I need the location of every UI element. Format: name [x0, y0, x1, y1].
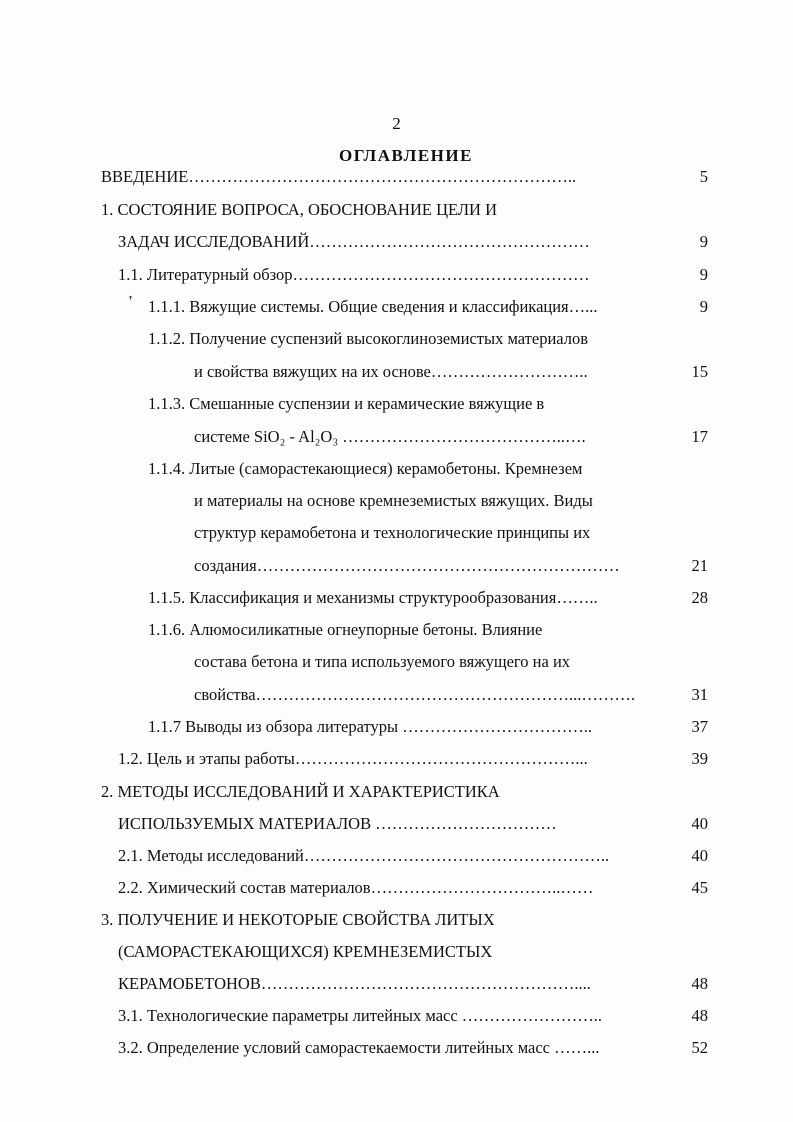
toc-entry-page: 9: [699, 297, 708, 316]
toc-entry-page: 48: [691, 1006, 708, 1025]
toc-entry-text: свойства…………………………………………………...……….: [194, 685, 636, 704]
toc-entry-1-1-6[interactable]: [148, 617, 714, 643]
toc-entry-text: 1.1.5. Классификация и механизмы структурообразования……..: [148, 588, 598, 607]
toc-entry-1-1-4-cont-2[interactable]: [194, 520, 714, 546]
toc-entry-1-1-7[interactable]: [148, 714, 714, 740]
toc-entry-text: 1.1.6. Алюмосиликатные огнеупорные бетоны. Влияние: [148, 620, 543, 639]
toc-entry-1-2[interactable]: [118, 746, 714, 772]
toc-entry-text: ИСПОЛЬЗУЕМЫХ МАТЕРИАЛОВ ……………………………: [118, 814, 557, 833]
toc-entry-text: системе SiO₂ - Al₂O₃ …………………………………..….: [194, 427, 586, 446]
toc-entry-text: состава бетона и типа используемого вяжущего на их: [194, 652, 571, 671]
toc-entry-3-2[interactable]: [118, 1035, 714, 1061]
toc-entry-introduction[interactable]: [101, 164, 714, 190]
toc-entry-text: структур керамобетона и технологические принципы их: [194, 523, 591, 542]
toc-entry-page: 31: [691, 685, 708, 704]
toc-entry-chapter-1[interactable]: [101, 197, 714, 223]
toc-entry-1-1-5[interactable]: [148, 585, 714, 611]
toc-entry-1-1-2-cont[interactable]: [194, 359, 714, 385]
toc-entry-text: 2.1. Методы исследований………………………………………………..: [118, 846, 610, 865]
toc-entry-page: 9: [699, 265, 708, 284]
toc-entry-text: и свойства вяжущих на их основе………………………..: [194, 362, 588, 381]
toc-entry-text: 3. ПОЛУЧЕНИЕ И НЕКОТОРЫЕ СВОЙСТВА ЛИТЫХ: [101, 910, 495, 929]
toc-entry-1-1-3-cont[interactable]: [194, 424, 714, 450]
toc-entry-1-1-4-cont-1[interactable]: [194, 488, 714, 514]
toc-entry-page: 9: [699, 232, 708, 251]
toc-entry-text: 3.1. Технологические параметры литейных масс ……………………..: [118, 1006, 603, 1025]
toc-entry-2-2[interactable]: [118, 875, 714, 901]
toc-entry-page: 15: [691, 362, 708, 381]
toc-entry-text: 1.1.7 Выводы из обзора литературы ……………………………..: [148, 717, 592, 736]
toc-entry-1-1-6-cont-2[interactable]: [194, 682, 714, 708]
toc-entry-page: 48: [691, 974, 708, 993]
toc-entry-text: 1.2. Цель и этапы работы……………………………………………...: [118, 749, 588, 768]
toc-entry-page: 5: [699, 167, 708, 186]
toc-entry-page: 52: [691, 1038, 708, 1057]
toc-entry-1-1-3[interactable]: [148, 391, 714, 417]
toc-entry-text: 1.1.4. Литые (саморастекающиеся) керамобетоны. Кремнезем: [148, 459, 583, 478]
toc-entry-text: 1. СОСТОЯНИЕ ВОПРОСА, ОБОСНОВАНИЕ ЦЕЛИ И: [101, 200, 498, 219]
toc-entry-text: 3.2. Определение условий саморастекаемости литейных масс ……...: [118, 1038, 600, 1057]
toc-entry-text: создания…………………………………………………………: [194, 556, 620, 575]
toc-entry-page: 28: [691, 588, 708, 607]
toc-entry-chapter-3-cont-1[interactable]: [118, 939, 714, 965]
toc-entry-1-1-4-cont-3[interactable]: [194, 553, 714, 579]
toc-entry-page: 45: [691, 878, 708, 897]
toc-entry-text: (САМОРАСТЕКАЮЩИХСЯ) КРЕМНЕЗЕМИСТЫХ: [118, 942, 493, 961]
toc-entry-text: 1.1.2. Получение суспензий высокоглиноземистых материалов: [148, 329, 589, 348]
toc-entry-1-1-2[interactable]: [148, 326, 714, 352]
toc-entry-text: 1.1.1. Вяжущие системы. Общие сведения и классификация…...: [148, 297, 598, 316]
toc-entry-3-1[interactable]: [118, 1003, 714, 1029]
toc-entry-1-1-6-cont-1[interactable]: [194, 649, 714, 675]
toc-entry-1-1-1[interactable]: [148, 294, 714, 320]
page-number: 2: [392, 114, 401, 133]
toc-entry-chapter-1-cont[interactable]: [118, 229, 714, 255]
toc-entry-chapter-3-cont-2[interactable]: [118, 971, 714, 997]
toc-entry-text: 2. МЕТОДЫ ИССЛЕДОВАНИЙ И ХАРАКТЕРИСТИКА: [101, 782, 500, 801]
toc-entry-page: 17: [691, 427, 708, 446]
toc-entry-chapter-2-cont[interactable]: [118, 811, 714, 837]
toc-entry-2-1[interactable]: [118, 843, 714, 869]
toc-entry-text: КЕРАМОБЕТОНОВ…………………………………………………....: [118, 974, 591, 993]
toc-entry-page: 40: [691, 846, 708, 865]
toc-entry-text: 2.2. Химический состав материалов……………………………..……: [118, 878, 594, 897]
toc-entry-page: 40: [691, 814, 708, 833]
scan-artifact-mark: ꜛ: [128, 297, 133, 308]
toc-entry-chapter-3[interactable]: [101, 907, 714, 933]
toc-title: ОГЛАВЛЕНИЕ: [339, 146, 473, 165]
toc-entry-chapter-2[interactable]: [101, 779, 714, 805]
toc-entry-1-1-4[interactable]: [148, 456, 714, 482]
toc-entry-text: 1.1.3. Смешанные суспензии и керамические вяжущие в: [148, 394, 545, 413]
toc-entry-page: 39: [691, 749, 708, 768]
toc-entry-text: 1.1. Литературный обзор………………………………………………: [118, 265, 590, 284]
toc-entry-1-1[interactable]: [118, 262, 714, 288]
toc-entry-text: и материалы на основе кремнеземистых вяжущих. Виды: [194, 491, 593, 510]
toc-entry-text: ЗАДАЧ ИССЛЕДОВАНИЙ……………………………………………: [118, 232, 590, 251]
toc-entry-text: ВВЕДЕНИЕ……………………………………………………………..: [101, 167, 577, 186]
toc-entry-page: 37: [691, 717, 708, 736]
toc-entry-page: 21: [691, 556, 708, 575]
